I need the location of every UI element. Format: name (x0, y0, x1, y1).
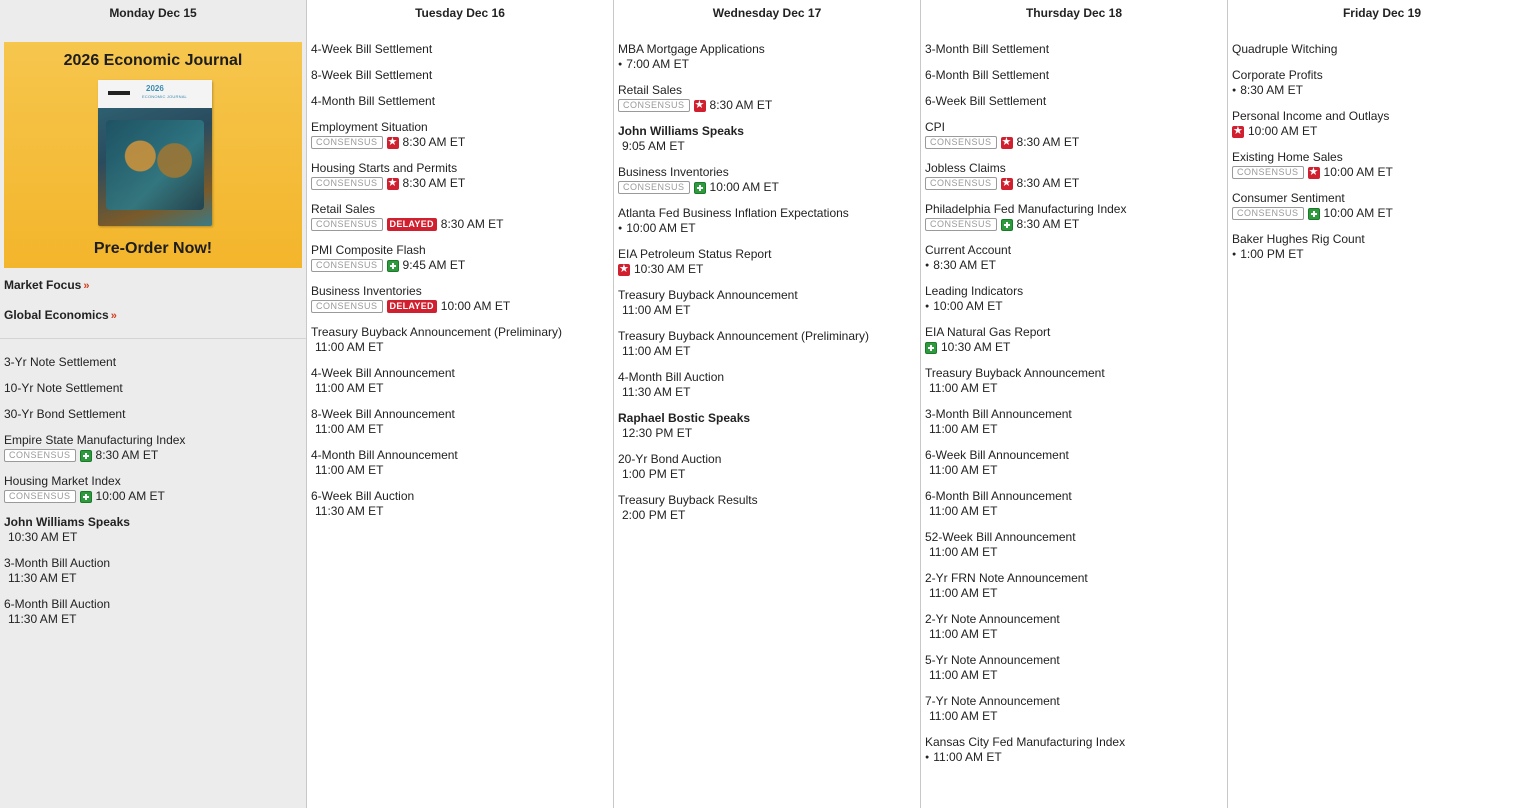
divider (0, 338, 306, 339)
consensus-badge[interactable]: CONSENSUS (311, 300, 383, 313)
event-title-link[interactable]: Raphael Bostic Speaks (618, 411, 751, 425)
book-cover-image (98, 80, 212, 226)
event-meta (618, 262, 916, 277)
event-title-link[interactable]: Personal Income and Outlays (1232, 109, 1390, 123)
event-item[interactable] (925, 284, 1223, 314)
event-item[interactable] (925, 407, 1223, 437)
event-item[interactable] (925, 243, 1223, 273)
event-item[interactable] (925, 694, 1223, 724)
event-time: 9:05 AM ET (622, 139, 685, 153)
event-item[interactable] (925, 68, 1223, 83)
event-time: 11:00 AM ET (929, 463, 998, 477)
event-time: 8:30 AM ET (1016, 135, 1080, 149)
event-item[interactable] (1232, 42, 1532, 57)
event-item[interactable] (925, 571, 1223, 601)
event-meta (925, 463, 1223, 478)
event-title-link[interactable]: Atlanta Fed Business Inflation Expectations (618, 206, 849, 220)
event-time: 10:00 AM ET (440, 299, 511, 313)
event-title-link[interactable]: 4-Week Bill Announcement (311, 366, 455, 380)
event-title-link[interactable]: Jobless Claims (925, 161, 1006, 175)
bullet-dot-icon: ● (925, 303, 930, 310)
event-title-link[interactable]: Empire State Manufacturing Index (4, 433, 186, 447)
event-meta (4, 612, 302, 627)
event-title-link[interactable]: 4-Week Bill Settlement (311, 42, 433, 56)
event-item[interactable] (618, 247, 916, 277)
event-item[interactable] (4, 597, 302, 627)
event-item[interactable] (925, 94, 1223, 109)
event-title-link[interactable]: John Williams Speaks (618, 124, 744, 138)
event-meta (618, 467, 916, 482)
event-meta (618, 221, 916, 236)
event-meta (1232, 165, 1532, 180)
event-item[interactable] (311, 94, 609, 109)
event-time: 11:00 AM ET (929, 668, 998, 682)
event-title-link[interactable]: Current Account (925, 243, 1012, 257)
event-time: 1:00 PM ET (1240, 247, 1304, 261)
event-time: 11:00 AM ET (315, 381, 384, 395)
event-time: 10:30 AM ET (8, 530, 78, 544)
market-focus-link[interactable]: Market Focus » (4, 278, 90, 292)
event-meta (4, 489, 302, 504)
event-time: 1:00 PM ET (622, 467, 686, 481)
event-time: 8:30 AM ET (440, 217, 504, 231)
event-time: 8:30 AM ET (933, 258, 996, 272)
event-item[interactable] (1232, 109, 1532, 139)
event-meta (311, 135, 609, 150)
event-time: 9:45 AM ET (402, 258, 466, 272)
event-item[interactable] (4, 556, 302, 586)
event-time: 11:00 AM ET (933, 750, 1002, 764)
event-item[interactable] (311, 366, 609, 396)
event-item[interactable] (925, 120, 1223, 150)
event-title-link[interactable]: 4-Month Bill Auction (618, 370, 725, 384)
consensus-badge[interactable]: CONSENSUS (618, 181, 690, 194)
event-title-link[interactable]: John Williams Speaks (4, 515, 130, 529)
event-meta (311, 381, 609, 396)
event-meta (618, 508, 916, 523)
event-item[interactable] (4, 381, 302, 396)
event-title-link[interactable]: Treasury Buyback Announcement (Preliminary) (618, 329, 869, 343)
bullet-dot-icon: ● (925, 262, 930, 269)
event-title-link[interactable]: Corporate Profits (1232, 68, 1323, 82)
global-economics-link[interactable]: Global Economics » (4, 308, 117, 322)
event-meta (925, 750, 1223, 765)
event-item[interactable] (4, 474, 302, 504)
event-title-link[interactable]: 4-Month Bill Settlement (311, 94, 436, 108)
event-title-link[interactable]: Treasury Buyback Results (618, 493, 758, 507)
event-time: 10:00 AM ET (1248, 124, 1318, 138)
event-title-link[interactable]: 5-Yr Note Announcement (925, 653, 1060, 667)
event-title-link[interactable]: 6-Week Bill Announcement (925, 448, 1069, 462)
event-item[interactable] (311, 243, 609, 273)
event-meta (925, 381, 1223, 396)
day-column-thursday (921, 0, 1228, 808)
event-meta (618, 180, 916, 195)
event-title-link[interactable]: 6-Week Bill Settlement (925, 94, 1047, 108)
event-title-link[interactable]: 20-Yr Bond Auction (618, 452, 722, 466)
day-column-wednesday (614, 0, 921, 808)
events-list (921, 20, 1227, 765)
event-item[interactable] (925, 612, 1223, 642)
event-meta (4, 448, 302, 463)
event-title-link[interactable]: 6-Week Bill Auction (311, 489, 415, 503)
event-item[interactable] (1232, 68, 1532, 98)
event-time: 11:00 AM ET (929, 422, 998, 436)
event-time: 8:30 AM ET (402, 135, 466, 149)
event-title-link[interactable]: CPI (925, 120, 946, 134)
consensus-badge[interactable]: CONSENSUS (1232, 166, 1304, 179)
high-importance-star-icon (1001, 137, 1013, 149)
event-title-link[interactable]: Existing Home Sales (1232, 150, 1343, 164)
pre-order-link[interactable]: Pre-Order Now! (93, 240, 213, 257)
bull-bear-artwork (106, 120, 204, 210)
event-title-link[interactable]: 52-Week Bill Announcement (925, 530, 1076, 544)
consensus-badge[interactable]: CONSENSUS (311, 259, 383, 272)
event-title-link[interactable]: 3-Yr Note Settlement (4, 355, 117, 369)
event-time: 11:30 AM ET (8, 571, 77, 585)
event-meta (1232, 247, 1532, 262)
event-time: 11:30 AM ET (8, 612, 77, 626)
event-time: 11:00 AM ET (929, 627, 998, 641)
event-title-link[interactable]: 6-Month Bill Settlement (925, 68, 1050, 82)
event-meta (311, 504, 609, 519)
event-time: 10:00 AM ET (95, 489, 165, 503)
event-time: 11:30 AM ET (315, 504, 384, 518)
event-time: 10:00 AM ET (626, 221, 696, 235)
event-time: 11:00 AM ET (929, 545, 998, 559)
event-time: 12:30 PM ET (622, 426, 693, 440)
event-item[interactable] (925, 325, 1223, 355)
event-item[interactable] (618, 288, 916, 318)
book-subtitle: ECONOMIC JOURNAL (142, 94, 187, 99)
event-title-link[interactable]: 2-Yr Note Announcement (925, 612, 1060, 626)
event-time: 8:30 AM ET (1240, 83, 1303, 97)
promo-banner[interactable] (4, 42, 302, 268)
event-meta (925, 217, 1223, 232)
event-title-link[interactable]: Treasury Buyback Announcement (Preliminary) (311, 325, 562, 339)
event-time: 11:00 AM ET (315, 340, 384, 354)
event-time: 8:30 AM ET (1016, 176, 1080, 190)
event-title-link[interactable]: 3-Month Bill Settlement (925, 42, 1050, 56)
high-importance-star-icon (1001, 178, 1013, 190)
event-meta (925, 668, 1223, 683)
delayed-badge: DELAYED (387, 218, 437, 231)
bullet-dot-icon: ● (618, 61, 623, 68)
event-time: 8:30 AM ET (95, 448, 159, 462)
consensus-badge[interactable]: CONSENSUS (311, 136, 383, 149)
consensus-badge[interactable]: CONSENSUS (618, 99, 690, 112)
consensus-badge[interactable]: CONSENSUS (4, 490, 76, 503)
event-item[interactable] (311, 161, 609, 191)
event-meta (311, 463, 609, 478)
event-item[interactable] (4, 407, 302, 422)
event-time: 8:30 AM ET (1016, 217, 1080, 231)
event-item[interactable] (311, 68, 609, 83)
event-title-link[interactable]: Treasury Buyback Announcement (618, 288, 798, 302)
event-meta (925, 340, 1223, 355)
event-meta (618, 385, 916, 400)
event-meta (4, 530, 302, 545)
event-item[interactable] (925, 448, 1223, 478)
event-meta (618, 344, 916, 359)
event-time: 7:00 AM ET (626, 57, 689, 71)
book-year: 2026 (146, 84, 164, 93)
event-time: 11:00 AM ET (315, 422, 384, 436)
event-item[interactable] (311, 325, 609, 355)
event-title-link[interactable]: Treasury Buyback Announcement (925, 366, 1105, 380)
plus-icon (925, 342, 937, 354)
event-title-link[interactable]: 10-Yr Note Settlement (4, 381, 123, 395)
event-title-link[interactable]: 30-Yr Bond Settlement (4, 407, 126, 421)
event-time: 11:00 AM ET (315, 463, 384, 477)
event-meta (618, 57, 916, 72)
event-item[interactable] (311, 284, 609, 314)
event-title-link[interactable]: Consumer Sentiment (1232, 191, 1345, 205)
plus-icon (1308, 208, 1320, 220)
event-item[interactable] (1232, 191, 1532, 221)
event-title-link[interactable]: Housing Starts and Permits (311, 161, 458, 175)
event-item[interactable] (925, 735, 1223, 765)
high-importance-star-icon (694, 100, 706, 112)
plus-icon (80, 450, 92, 462)
plus-icon (1001, 219, 1013, 231)
event-item[interactable] (618, 452, 916, 482)
event-time: 11:00 AM ET (929, 586, 998, 600)
events-list (1228, 20, 1536, 262)
event-item[interactable] (311, 489, 609, 519)
event-meta (925, 709, 1223, 724)
event-title-link[interactable]: Employment Situation (311, 120, 428, 134)
event-meta (311, 176, 609, 191)
bullet-dot-icon: ● (1232, 251, 1237, 258)
event-meta (311, 299, 609, 314)
event-title-link[interactable]: 8-Week Bill Settlement (311, 68, 433, 82)
event-title-link[interactable]: Philadelphia Fed Manufacturing Index (925, 202, 1127, 216)
event-item[interactable] (925, 366, 1223, 396)
day-header: Friday Dec 19 (1342, 6, 1422, 20)
high-importance-star-icon (387, 137, 399, 149)
event-title-link[interactable]: Retail Sales (618, 83, 683, 97)
consensus-badge[interactable]: CONSENSUS (311, 177, 383, 190)
event-item[interactable] (925, 202, 1223, 232)
event-item[interactable] (618, 493, 916, 523)
event-item[interactable] (311, 42, 609, 57)
event-title-link[interactable]: Business Inventories (618, 165, 729, 179)
event-time: 11:00 AM ET (622, 303, 691, 317)
event-item[interactable] (1232, 232, 1532, 262)
event-time: 10:00 AM ET (709, 180, 779, 194)
event-title-link[interactable]: 4-Month Bill Announcement (311, 448, 458, 462)
day-header: Monday Dec 15 (109, 6, 197, 20)
event-item[interactable] (925, 489, 1223, 519)
event-title-link[interactable]: 8-Week Bill Announcement (311, 407, 455, 421)
event-title-link[interactable]: Retail Sales (311, 202, 376, 216)
event-title-link[interactable]: MBA Mortgage Applications (618, 42, 765, 56)
event-time: 11:00 AM ET (929, 381, 998, 395)
event-title-link[interactable]: Kansas City Fed Manufacturing Index (925, 735, 1126, 749)
event-item[interactable] (618, 42, 916, 72)
event-time: 10:00 AM ET (1323, 165, 1393, 179)
event-item[interactable] (618, 329, 916, 359)
event-meta (925, 422, 1223, 437)
consensus-badge[interactable]: CONSENSUS (1232, 207, 1304, 220)
consensus-badge[interactable]: CONSENSUS (925, 218, 997, 231)
bullet-dot-icon: ● (925, 754, 930, 761)
consensus-badge[interactable]: CONSENSUS (4, 449, 76, 462)
event-meta (1232, 83, 1532, 98)
event-title-link[interactable]: EIA Natural Gas Report (925, 325, 1051, 339)
event-time: 11:00 AM ET (929, 504, 998, 518)
event-meta (311, 217, 609, 232)
event-time: 2:00 PM ET (622, 508, 686, 522)
event-time: 8:30 AM ET (402, 176, 466, 190)
high-importance-star-icon (1308, 167, 1320, 179)
day-column-friday (1228, 0, 1536, 808)
consensus-badge[interactable]: CONSENSUS (925, 177, 997, 190)
bullet-dot-icon: ● (1232, 87, 1237, 94)
event-time: 10:00 AM ET (1323, 206, 1393, 220)
event-item[interactable] (618, 83, 916, 113)
promo-title: 2026 Economic Journal (63, 52, 243, 69)
delayed-badge: DELAYED (387, 300, 437, 313)
event-item[interactable] (618, 206, 916, 236)
events-list (307, 20, 613, 519)
event-item[interactable] (925, 42, 1223, 57)
event-meta (925, 299, 1223, 314)
plus-icon (694, 182, 706, 194)
event-meta (1232, 124, 1532, 139)
consensus-badge[interactable]: CONSENSUS (925, 136, 997, 149)
chevron-right-icon: » (83, 280, 90, 292)
event-title-link[interactable]: 2-Yr FRN Note Announcement (925, 571, 1088, 585)
event-time: 11:30 AM ET (622, 385, 691, 399)
event-time: 8:30 AM ET (709, 98, 773, 112)
event-meta (925, 135, 1223, 150)
event-time: 11:00 AM ET (622, 344, 691, 358)
event-title-link[interactable]: 3-Month Bill Announcement (925, 407, 1072, 421)
event-meta (311, 422, 609, 437)
plus-icon (80, 491, 92, 503)
event-meta (925, 258, 1223, 273)
sidebar-links (0, 268, 306, 322)
event-item[interactable] (4, 433, 302, 463)
event-meta (925, 176, 1223, 191)
day-header: Wednesday Dec 17 (712, 6, 822, 20)
day-column-monday (0, 0, 307, 808)
event-item[interactable] (925, 161, 1223, 191)
event-time: 10:30 AM ET (941, 340, 1011, 354)
event-time: 10:00 AM ET (933, 299, 1003, 313)
event-title-link[interactable]: 6-Month Bill Auction (4, 597, 111, 611)
event-item[interactable] (311, 407, 609, 437)
high-importance-star-icon (1232, 126, 1244, 138)
event-item[interactable] (4, 515, 302, 545)
day-column-tuesday (307, 0, 614, 808)
high-importance-star-icon (618, 264, 630, 276)
event-item[interactable] (618, 370, 916, 400)
day-header: Tuesday Dec 16 (415, 6, 505, 20)
event-title-link[interactable]: Baker Hughes Rig Count (1232, 232, 1365, 246)
event-title-link[interactable]: Business Inventories (311, 284, 422, 298)
event-item[interactable] (618, 411, 916, 441)
events-list (614, 20, 920, 523)
event-meta (618, 426, 916, 441)
high-importance-star-icon (387, 178, 399, 190)
event-item[interactable] (4, 355, 302, 370)
event-item[interactable] (925, 530, 1223, 560)
event-meta (925, 504, 1223, 519)
event-time: 11:00 AM ET (929, 709, 998, 723)
event-item[interactable] (311, 448, 609, 478)
event-item[interactable] (311, 202, 609, 232)
event-meta (618, 303, 916, 318)
event-title-link[interactable]: EIA Petroleum Status Report (618, 247, 772, 261)
event-meta (618, 98, 916, 113)
plus-icon (387, 260, 399, 272)
event-item[interactable] (925, 653, 1223, 683)
event-title-link[interactable]: Leading Indicators (925, 284, 1024, 298)
events-list (0, 355, 306, 627)
event-meta (1232, 206, 1532, 221)
event-meta (311, 258, 609, 273)
chevron-right-icon: » (110, 310, 117, 322)
event-item[interactable] (1232, 150, 1532, 180)
event-item[interactable] (618, 165, 916, 195)
event-meta (925, 586, 1223, 601)
event-title-link[interactable]: 7-Yr Note Announcement (925, 694, 1060, 708)
event-title-link[interactable]: Housing Market Index (4, 474, 121, 488)
event-time: 10:30 AM ET (634, 262, 704, 276)
event-title-link[interactable]: PMI Composite Flash (311, 243, 426, 257)
event-meta (311, 340, 609, 355)
event-title-link[interactable]: Quadruple Witching (1232, 42, 1338, 56)
event-item[interactable] (618, 124, 916, 154)
event-meta (925, 545, 1223, 560)
consensus-badge[interactable]: CONSENSUS (311, 218, 383, 231)
event-title-link[interactable]: 6-Month Bill Announcement (925, 489, 1072, 503)
event-meta (925, 627, 1223, 642)
bullet-dot-icon: ● (618, 225, 623, 232)
event-item[interactable] (311, 120, 609, 150)
event-title-link[interactable]: 3-Month Bill Auction (4, 556, 111, 570)
event-meta (618, 139, 916, 154)
event-meta (4, 571, 302, 586)
day-header: Thursday Dec 18 (1025, 6, 1123, 20)
